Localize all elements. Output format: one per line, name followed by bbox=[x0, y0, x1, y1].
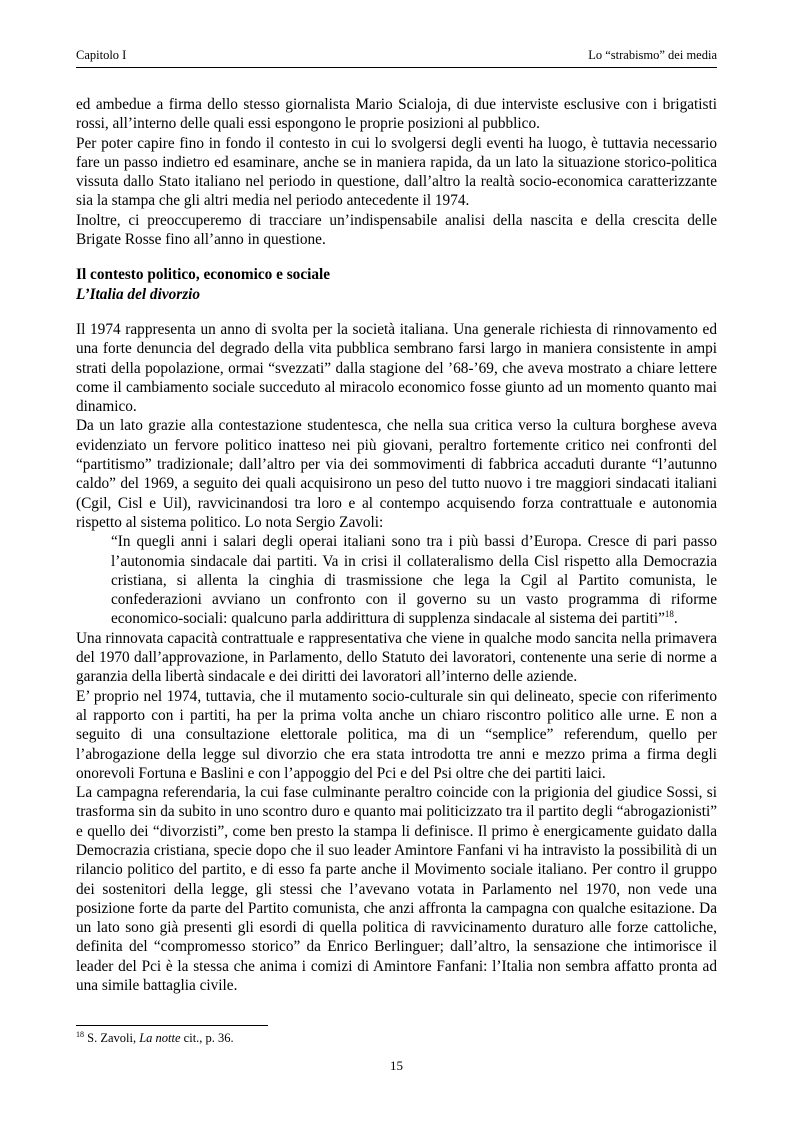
footnote bbox=[76, 1031, 717, 1046]
footnote-reference[interactable]: 18 bbox=[664, 609, 674, 620]
paragraph: Per poter capire fino in fondo il contesto in cui lo svolgersi degli eventi ha luogo, è tuttavia necessario fare un passo indietro ed esaminare, anche se in maniera rapida, da un lato la situazione storico-politica vissuta dallo Stato italiano nel periodo in questione, dall’altro la realtà socio-economica caratterizzante sia la stampa che gli altri media nel periodo antecedente il 1974. bbox=[76, 134, 717, 210]
paragraph: Una rinnovata capacità contrattuale e rappresentativa che viene in qualche modo sancita nella primavera del 1970 dall’approvazione, in Parlamento, dello Statuto dei lavoratori, contenente una serie di norme a garanzia della libertà sindacale e dei diritti dei lavoratori all’interno delle aziende. bbox=[76, 629, 717, 686]
footnote-citation: cit., p. 36. bbox=[180, 1031, 234, 1045]
footnote-author: S. Zavoli, bbox=[87, 1031, 140, 1045]
paragraph: La campagna referendaria, la cui fase culminante peraltro coincide con la prigionia del giudice Sossi, si trasforma sin da subito in uno scontro duro e quanto mai politicizzato tra il partito degli “abrogazionisti” e quello dei “divorzisti”, come ben presto la stampa li definisce. Il primo è energicamente guidato dalla Democrazia cristiana, specie dopo che il suo leader Amintore Fanfani vi ha intravisto la possibilità di un rilancio politico del partito, e di esso fa parte anche il Movimento sociale italiano. Per contro il gruppo dei sostenitori della legge, gli stessi che l’avevano votata in Parlamento nel 1970, non vede una posizione forte da parte del Partito comunista, che anzi affronta la campagna con qualche esitazione. Da un lato sono già presenti gli esordi di quella politica di ravvicinamento duraturo alle forze cattoliche, definita del “compromesso storico” da Enrico Berlinguer; dall’altro, la sensazione che intimorisce il leader del Pci è la stessa che anima i comizi di Amintore Fanfani: l’Italia non sembra affatto pronta ad una simile battaglia civile. bbox=[76, 784, 717, 995]
chapter-label: Capitolo I bbox=[76, 48, 127, 62]
section-heading: Il contesto politico, economico e sociale bbox=[76, 266, 331, 284]
paragraph: E’ proprio nel 1974, tuttavia, che il mutamento socio-culturale sin qui delineato, specie con riferimento al rapporto con i partiti, ha per la prima volta anche un chiaro riscontro politico alle urne. E non a seguito di una consultazione elettorale politica, ma di un “semplice” referendum, quello per l’abrogazione della legge sul divorzio che era stata introdotta tre anni e mezzo prima a firma degli onorevoli Fortuna e Baslini e con l’appoggio del Pci e del Psi oltre che dei partiti laici. bbox=[76, 687, 717, 782]
footnote-divider bbox=[76, 1025, 268, 1026]
header-divider bbox=[76, 67, 717, 68]
subsection-heading: L’Italia del divorzio bbox=[76, 285, 201, 303]
paragraph: Il 1974 rappresenta un anno di svolta per la società italiana. Una generale richiesta di rinnovamento ed una forte denuncia del degrado della vita pubblica sembrano farsi largo in maniera consistente in ampi strati della popolazione, ormai “svezzati” dalla stagione del ’68-’69, che aveva mostrato a chiare lettere come il cambiamento sociale succeduto al miracolo economico fosse giunto ad un momento quanto mai dinamico. bbox=[76, 320, 717, 416]
page-number: 15 bbox=[390, 1058, 403, 1073]
quote-text: “In quegli anni i salari degli operai italiani sono tra i più bassi d’Europa. Cresce di pari passo l’autonomia sindacale dai partiti. Va in crisi il collateralismo della Cisl rispetto alla Democrazia cristiana, si allenta la cinghia di trasmissione che lega la Cgil al Partito comunista, le confederazioni avviano un confronto con il governo su un vasto programma di riforme economico-sociali: qualcuno parla addirittura di supplenza sindacale al sistema dei partiti” bbox=[111, 533, 717, 628]
paragraph: ed ambedue a firma dello stesso giornalista Mario Scialoja, di due interviste esclusive con i brigatisti rossi, all’interno delle quali essi espongono le proprie posizioni al pubblico. bbox=[76, 96, 717, 133]
section-title: Lo “strabismo” dei media bbox=[588, 48, 717, 62]
block-quote bbox=[76, 532, 717, 628]
paragraph: Da un lato grazie alla contestazione studentesca, che nella sua critica verso la cultura borghese aveva evidenziato un fervore politico inatteso nei più giovani, peraltro fortemente critico nei confronti del “partitismo” tradizionale; dall’altro per via dei sommovimenti di fabbrica accaduti durante “l’autunno caldo” del 1969, a seguito dei quali acquisirono un peso del tutto nuovo i tre maggiori sindacati italiani (Cgil, Cisl e Uil), ravvicinandosi tra loro e al contempo acquisendo forza contrattuale e autonomia rispetto al sistema politico. Lo nota Sergio Zavoli: bbox=[76, 417, 717, 531]
running-header bbox=[76, 48, 717, 63]
quote-end: . bbox=[673, 610, 678, 628]
footnote-title: La notte bbox=[139, 1031, 181, 1045]
footnote-number: 18 bbox=[76, 1029, 84, 1039]
paragraph: Inoltre, ci preoccuperemo di tracciare un’indispensabile analisi della nascita e della crescita delle Brigate Rosse fino all’anno in questione. bbox=[76, 211, 717, 249]
main-text bbox=[76, 95, 717, 995]
